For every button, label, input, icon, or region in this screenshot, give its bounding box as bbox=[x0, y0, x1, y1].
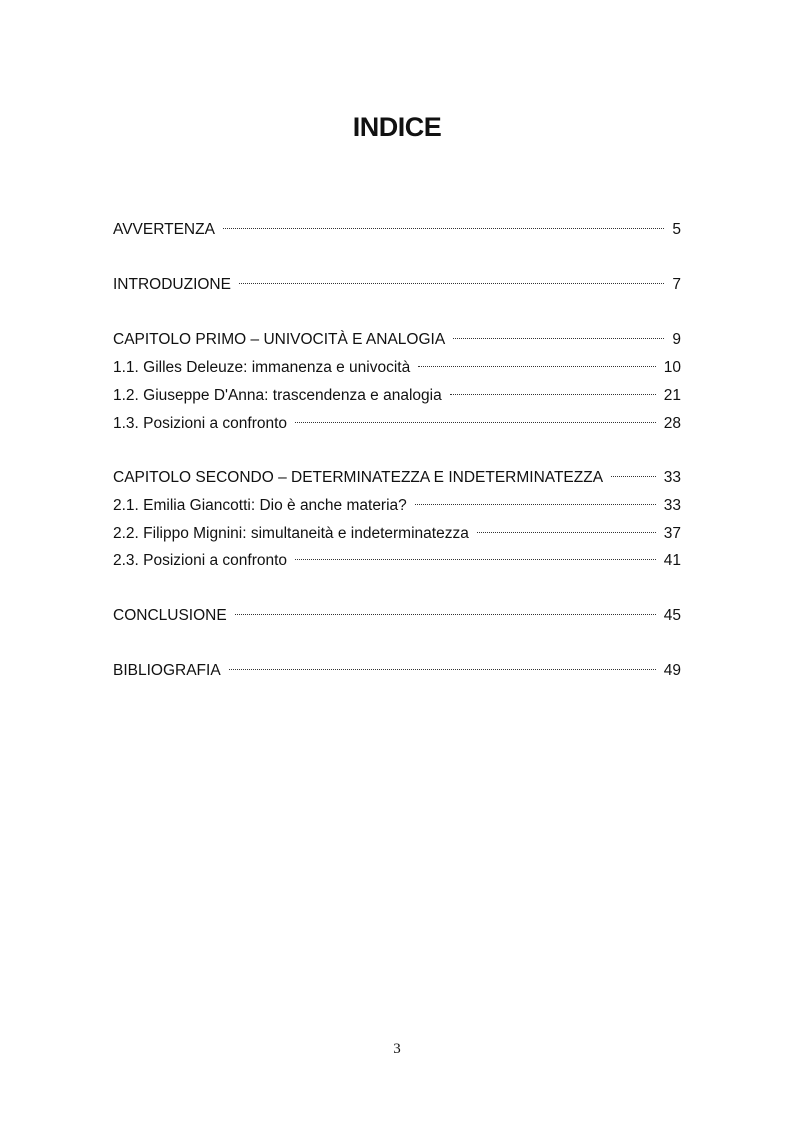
toc-entry-page: 33 bbox=[663, 497, 681, 514]
toc-entry-label: CAPITOLO SECONDO – DETERMINATEZZA E INDETERMINATEZZA bbox=[113, 469, 604, 486]
toc-entry-page: 9 bbox=[672, 331, 681, 348]
dot-leader bbox=[477, 518, 656, 538]
toc-entry-2-3[interactable] bbox=[113, 545, 681, 569]
toc-entry-label: AVVERTENZA bbox=[113, 221, 215, 238]
toc-entry-capitolo-secondo[interactable] bbox=[113, 462, 681, 486]
dot-leader bbox=[450, 380, 656, 400]
toc-entry-conclusione[interactable] bbox=[113, 600, 681, 624]
toc-entry-page: 33 bbox=[663, 469, 681, 486]
toc-entry-2-2[interactable] bbox=[113, 518, 681, 542]
toc-entry-1-1[interactable] bbox=[113, 352, 681, 376]
toc-entry-1-3[interactable] bbox=[113, 408, 681, 432]
toc-entry-label: 2.1. Emilia Giancotti: Dio è anche materia? bbox=[113, 497, 407, 514]
toc-entry-label: 1.1. Gilles Deleuze: immanenza e univocità bbox=[113, 359, 411, 376]
toc-entry-page: 28 bbox=[663, 415, 681, 432]
page-number: 3 bbox=[393, 1041, 401, 1057]
toc-entry-1-2[interactable] bbox=[113, 380, 681, 404]
toc-entry-bibliografia[interactable] bbox=[113, 655, 681, 679]
dot-leader bbox=[223, 214, 664, 234]
dot-leader bbox=[239, 269, 664, 289]
toc-entry-introduzione[interactable] bbox=[113, 269, 681, 293]
dot-leader bbox=[295, 408, 656, 428]
dot-leader bbox=[611, 462, 656, 482]
dot-leader bbox=[453, 324, 664, 344]
toc-entry-page: 7 bbox=[672, 276, 681, 293]
dot-leader bbox=[235, 600, 656, 620]
toc-entry-label: 2.3. Posizioni a confronto bbox=[113, 552, 288, 569]
toc-entry-page: 37 bbox=[663, 525, 681, 542]
toc-entry-page: 21 bbox=[663, 387, 681, 404]
toc-entry-label: 2.2. Filippo Mignini: simultaneità e indeterminatezza bbox=[113, 525, 469, 542]
toc-entry-page: 5 bbox=[672, 221, 681, 238]
dot-leader bbox=[418, 352, 656, 372]
dot-leader bbox=[295, 545, 656, 565]
toc-entry-avvertenza[interactable] bbox=[113, 214, 681, 238]
toc-entry-label: CONCLUSIONE bbox=[113, 607, 227, 624]
toc-entry-capitolo-primo[interactable] bbox=[113, 324, 681, 348]
toc-entry-label: INTRODUZIONE bbox=[113, 276, 231, 293]
dot-leader bbox=[415, 490, 656, 510]
toc-entry-page: 41 bbox=[663, 552, 681, 569]
toc-entry-page: 49 bbox=[663, 662, 681, 679]
toc-entry-label: CAPITOLO PRIMO – UNIVOCITÀ E ANALOGIA bbox=[113, 331, 446, 348]
dot-leader bbox=[229, 655, 656, 675]
page-title: INDICE bbox=[352, 112, 442, 142]
toc-entry-page: 45 bbox=[663, 607, 681, 624]
toc-entry-label: 1.3. Posizioni a confronto bbox=[113, 415, 288, 432]
toc-entry-label: BIBLIOGRAFIA bbox=[113, 662, 221, 679]
toc-entry-page: 10 bbox=[663, 359, 681, 376]
toc-entry-2-1[interactable] bbox=[113, 490, 681, 514]
toc-entry-label: 1.2. Giuseppe D'Anna: trascendenza e analogia bbox=[113, 387, 442, 404]
